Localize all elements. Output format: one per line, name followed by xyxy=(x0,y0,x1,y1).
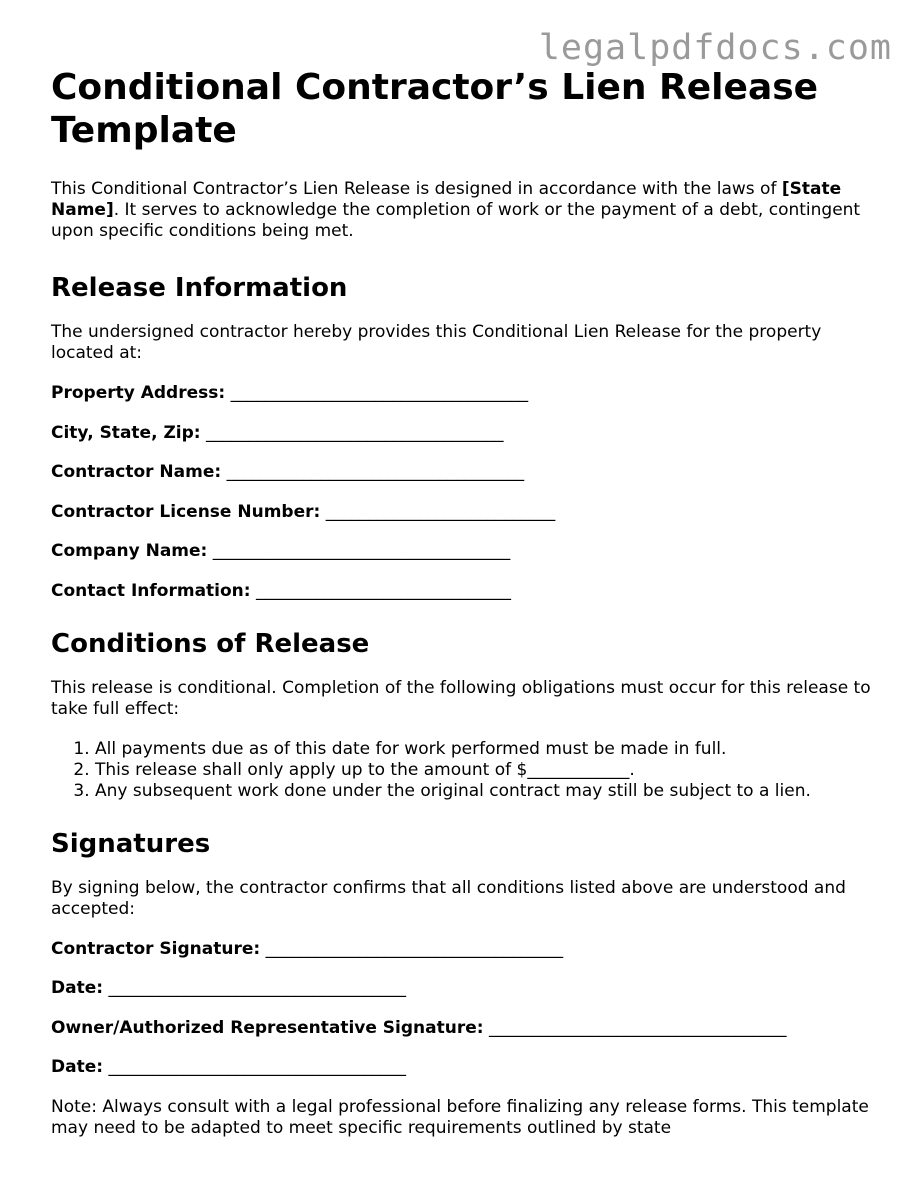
contact-information-field[interactable] xyxy=(51,581,881,602)
condition-item: 1. All payments due as of this date for work performed must be made in full. xyxy=(95,739,881,760)
document-page xyxy=(51,66,881,1139)
field-label: Contractor Signature: xyxy=(51,938,261,959)
field-label: Contractor License Number: xyxy=(51,501,321,522)
company-name-field[interactable] xyxy=(51,541,881,562)
condition-item: 2. This release shall only apply up to the amount of $____________. xyxy=(95,760,881,781)
contractor-license-number-field[interactable] xyxy=(51,502,881,523)
field-label: Date: xyxy=(51,978,104,998)
field-blank[interactable]: ___________________________________ xyxy=(230,383,529,403)
property-address-field[interactable] xyxy=(51,383,881,404)
conditions-lead: This release is conditional. Completion of the following obligations must occur for this release to take full effect: xyxy=(51,677,871,719)
field-blank[interactable]: ___________________________ xyxy=(325,501,556,522)
field-label: Contact Information: xyxy=(51,580,251,601)
release-information-lead: The undersigned contractor hereby provides this Conditional Lien Release for the property located at: xyxy=(51,322,822,363)
field-blank[interactable]: ___________________________________ xyxy=(212,541,511,561)
conditions-section xyxy=(51,628,881,802)
watermark: legalpdfdocs.com xyxy=(538,28,892,68)
legal-note: Note: Always consult with a legal professional before finalizing any release forms. This template may need to be adapted to meet specific requirements outlined by state xyxy=(51,1096,869,1138)
intro-text-after: . It serves to acknowledge the completion of work or the payment of a debt, contingent upon specific conditions being met. xyxy=(51,200,861,241)
field-label: Company Name: xyxy=(51,541,208,561)
intro-paragraph xyxy=(51,179,881,242)
field-blank[interactable]: ___________________________________ xyxy=(488,1017,787,1038)
condition-item: 3. Any subsequent work done under the original contract may still be subject to a lien. xyxy=(95,781,881,802)
field-label: Date: xyxy=(51,1057,104,1077)
contractor-date-field[interactable] xyxy=(51,978,881,999)
contractor-name-field[interactable] xyxy=(51,462,881,483)
conditions-heading: Conditions of Release xyxy=(51,628,370,659)
intro-text-before: This Conditional Contractor’s Lien Release is designed in accordance with the laws of xyxy=(51,179,782,199)
field-blank[interactable]: ___________________________________ xyxy=(108,1057,406,1077)
signatures-heading: Signatures xyxy=(51,828,211,859)
field-blank[interactable]: ___________________________________ xyxy=(226,462,525,482)
city-state-zip-field[interactable] xyxy=(51,423,881,444)
signatures-lead: By signing below, the contractor confirms that all conditions listed above are understood and accepted: xyxy=(51,877,846,919)
release-information-section xyxy=(51,272,881,602)
document-title: Conditional Contractor’s Lien Release Template xyxy=(51,67,819,151)
state-name-placeholder: [State Name] xyxy=(51,179,842,220)
owner-date-field[interactable] xyxy=(51,1057,881,1078)
field-blank[interactable]: ___________________________________ xyxy=(205,422,504,443)
field-label: City, State, Zip: xyxy=(51,422,201,443)
field-label: Owner/Authorized Representative Signature: xyxy=(51,1017,484,1038)
field-blank[interactable]: ___________________________________ xyxy=(265,938,564,959)
signatures-section xyxy=(51,828,881,1139)
field-blank[interactable]: ___________________________________ xyxy=(108,978,406,998)
release-information-heading: Release Information xyxy=(51,273,348,303)
field-label: Contractor Name: xyxy=(51,462,222,482)
owner-signature-field[interactable] xyxy=(51,1018,881,1039)
contractor-signature-field[interactable] xyxy=(51,939,881,960)
conditions-list xyxy=(51,739,881,802)
field-label: Property Address: xyxy=(51,383,226,403)
field-blank[interactable]: ______________________________ xyxy=(256,580,511,601)
